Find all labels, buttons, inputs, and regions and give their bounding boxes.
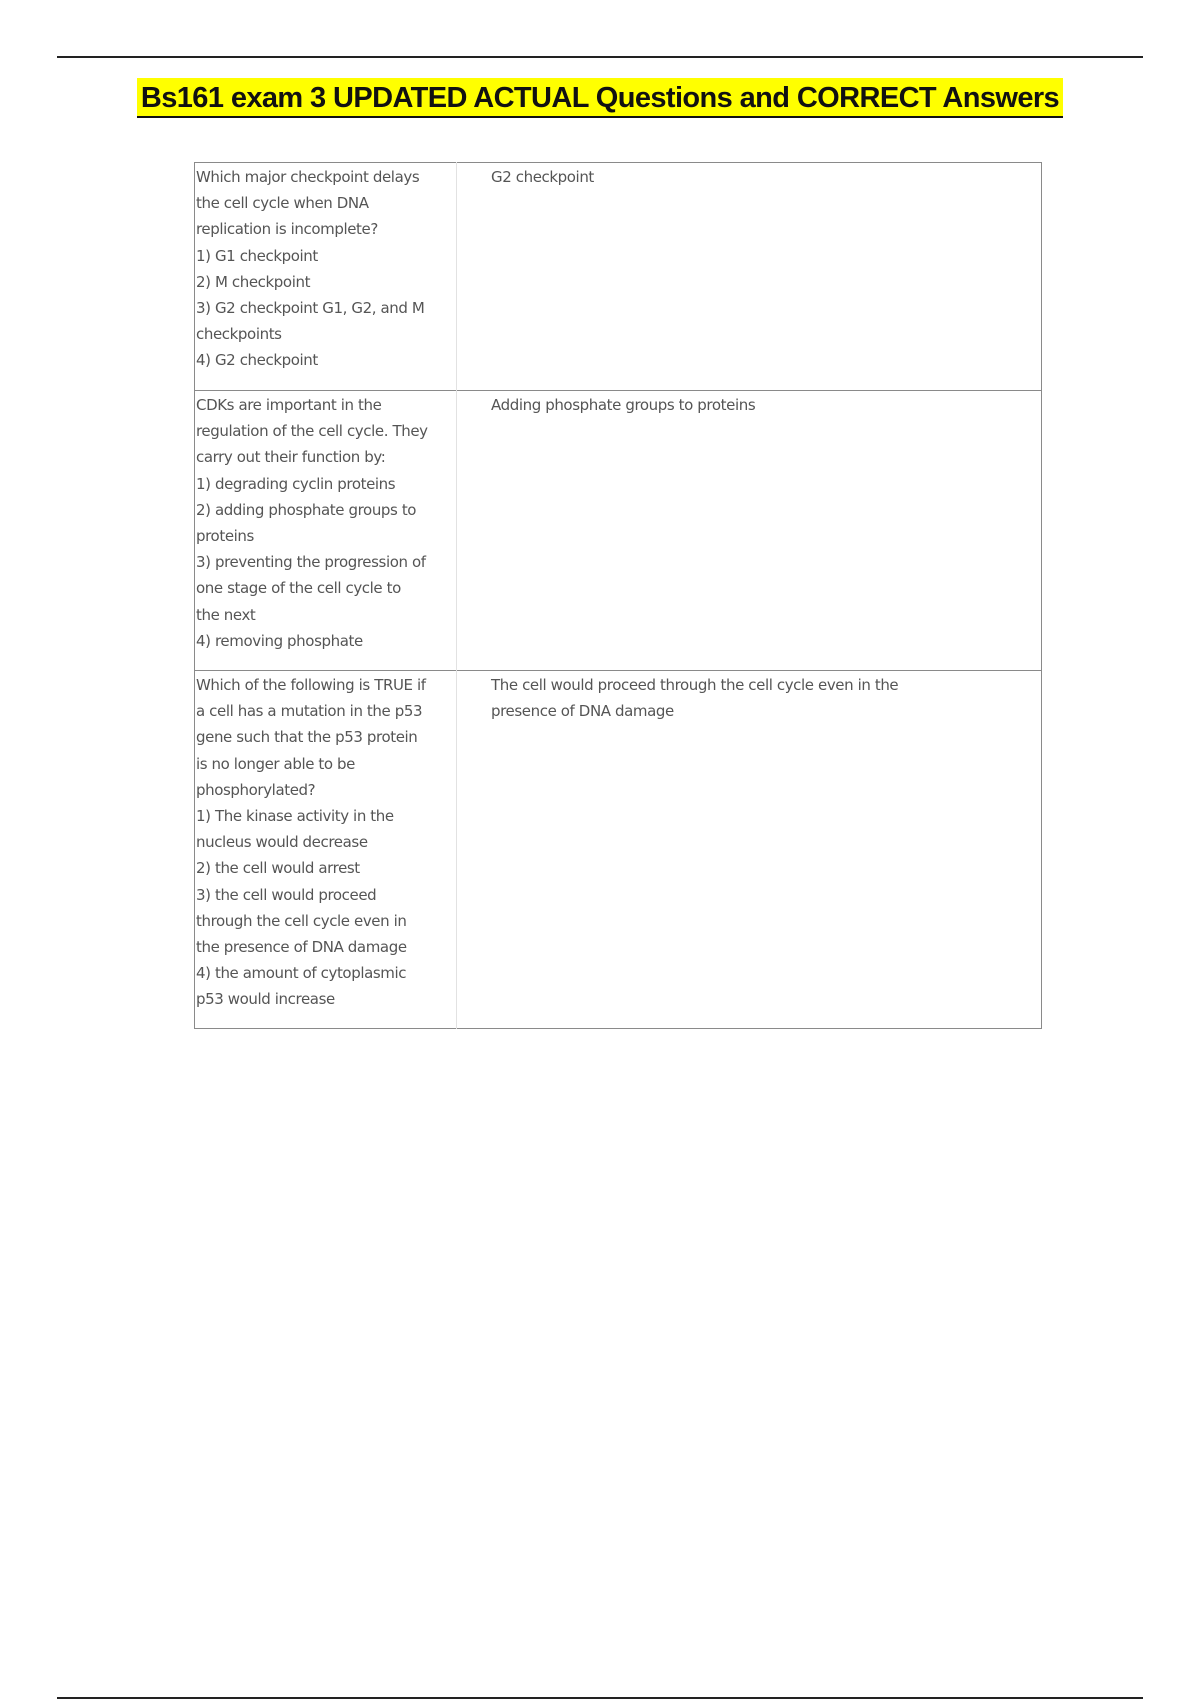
question-line: carry out their function by:	[196, 448, 386, 467]
title-container	[0, 78, 1200, 118]
answer-line: presence of DNA damage	[491, 702, 674, 721]
option-line: 4) G2 checkpoint	[196, 351, 318, 370]
option-line: proteins	[196, 527, 254, 546]
question-line: is no longer able to be	[196, 754, 355, 773]
question-line: a cell has a mutation in the p53	[196, 702, 423, 721]
option-line: 1) The kinase activity in the	[196, 807, 394, 826]
header-rule	[57, 56, 1143, 58]
option-line: nucleus would decrease	[196, 833, 368, 852]
qa-row	[195, 163, 1042, 391]
question-line: the cell cycle when DNA	[196, 194, 369, 213]
question-cell	[195, 163, 457, 391]
option-line: checkpoints	[196, 325, 282, 344]
footer-rule	[57, 1697, 1143, 1699]
qa-table	[194, 162, 1042, 1029]
option-line: through the cell cycle even in	[196, 911, 407, 930]
answer-cell	[457, 163, 1042, 391]
question-cell	[195, 671, 457, 1029]
question-line: CDKs are important in the	[196, 396, 382, 414]
answer-cell	[457, 391, 1042, 671]
answer-cell	[457, 671, 1042, 1029]
option-line: the next	[196, 605, 256, 624]
qa-row	[195, 391, 1042, 671]
option-line: 4) removing phosphate	[196, 631, 363, 650]
option-line: p53 would increase	[196, 990, 335, 1009]
option-line: one stage of the cell cycle to	[196, 579, 401, 598]
option-line: 1) G1 checkpoint	[196, 246, 318, 265]
answer-line: G2 checkpoint	[491, 168, 594, 186]
qa-row	[195, 671, 1042, 1029]
question-line: replication is incomplete?	[196, 220, 378, 239]
option-line: 3) preventing the progression of	[196, 553, 426, 572]
option-line: 4) the amount of cytoplasmic	[196, 964, 407, 983]
question-line: Which of the following is TRUE if	[196, 676, 426, 694]
option-line: 2) the cell would arrest	[196, 859, 360, 878]
question-line: Which major checkpoint delays	[196, 168, 420, 186]
option-line: 3) G2 checkpoint G1, G2, and M	[196, 299, 425, 318]
answer-line: Adding phosphate groups to proteins	[491, 396, 756, 414]
option-line: the presence of DNA damage	[196, 938, 407, 957]
question-line: phosphorylated?	[196, 780, 316, 799]
question-cell	[195, 391, 457, 671]
document-title: Bs161 exam 3 UPDATED ACTUAL Questions and CORRECT Answers	[137, 78, 1063, 118]
option-line: 1) degrading cyclin proteins	[196, 474, 396, 493]
option-line: 2) adding phosphate groups to	[196, 500, 417, 519]
option-line: 2) M checkpoint	[196, 272, 311, 291]
question-line: regulation of the cell cycle. They	[196, 422, 428, 441]
option-line: 3) the cell would proceed	[196, 885, 377, 904]
question-line: gene such that the p53 protein	[196, 728, 418, 747]
answer-line: The cell would proceed through the cell cycle even in the	[491, 676, 899, 694]
